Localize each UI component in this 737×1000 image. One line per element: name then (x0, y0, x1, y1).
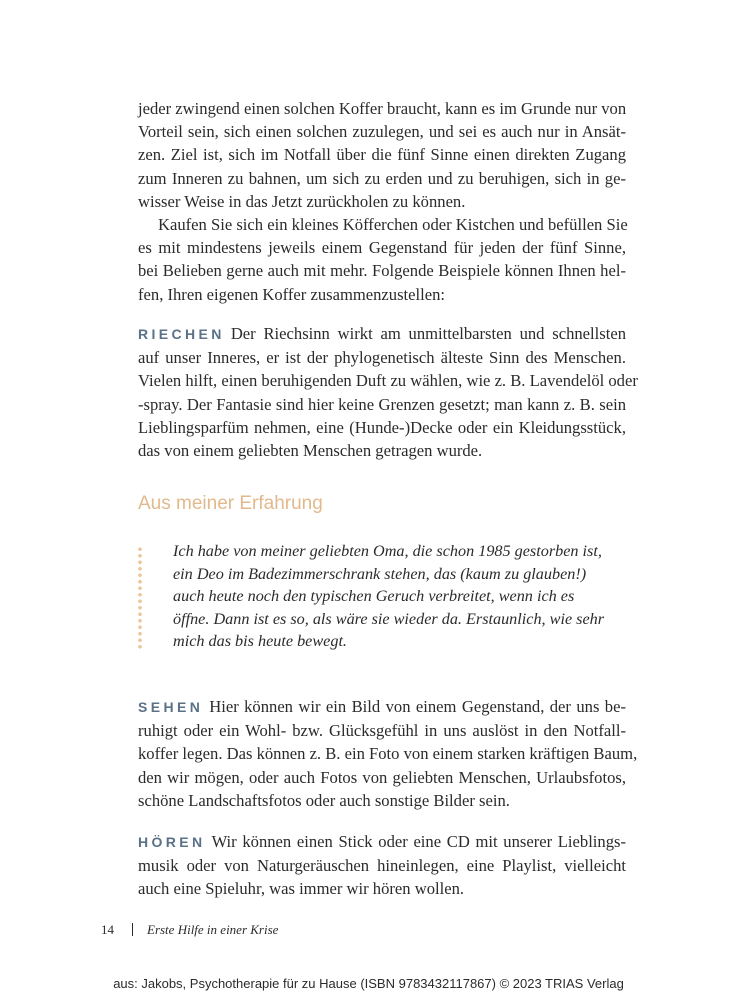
keyword-hoeren: HÖREN (138, 834, 206, 850)
dotted-rule (138, 546, 142, 650)
text-line: auch eine Spieluhr, was immer wir hören wollen. (138, 879, 465, 899)
text-line: musik oder von Naturgeräuschen hineinlegen, eine Playlist, vielleicht (138, 856, 626, 876)
keyword-riechen: RIECHEN (138, 326, 225, 342)
section-hoeren (138, 830, 626, 901)
text-line-rest: Wir können einen Stick oder eine CD mit unserer Lieblings- (211, 832, 626, 851)
text-line: wisser Weise in das Jetzt zurückholen zu können. (138, 191, 466, 211)
text-line: -spray. Der Fantasie sind hier keine Grenzen gesetzt; man kann z. B. sein (138, 394, 626, 414)
text-line: zen. Ziel ist, sich im Notfall über die fünf Sinne einen direkten Zugang (138, 145, 626, 165)
text-line: Vorteil sein, sich einen solchen zuzulegen, und sei es auch nur in Ansät- (138, 122, 626, 142)
text-line: fen, Ihren eigenen Koffer zusammenzustellen: (138, 284, 446, 304)
text-line: zum Inneren zu bahnen, um sich zu erden und zu beruhigen, sich in ge- (138, 168, 626, 188)
text-line: bei Belieben gerne auch mit mehr. Folgende Beispiele können Ihnen hel- (138, 261, 626, 281)
text-line: ein Deo im Badezimmerschrank stehen, das (kaum zu glauben!) (173, 564, 587, 583)
text-line: Vielen hilft, einen beruhigenden Duft zu wählen, wie z. B. Lavendelöl oder (138, 371, 638, 391)
paragraph-intro-continuation (138, 97, 626, 213)
text-line: Lieblingsparfüm nehmen, eine (Hunde-)Decke oder ein Kleidungsstück, (138, 417, 626, 437)
chapter-title: Erste Hilfe in einer Krise (147, 922, 279, 937)
text-line: es mit mindestens jeweils einem Gegenstand für jeden der fünf Sinne, (138, 238, 626, 258)
text-line: ruhigt oder ein Wohl- bzw. Glücksgefühl in uns auslöst in den Notfall- (138, 721, 626, 741)
text-line: koffer legen. Das können z. B. ein Foto von einem starken kräftigen Baum, (138, 744, 638, 764)
text-line: den wir mögen, oder auch Fotos von geliebten Menschen, Urlaubsfotos, (138, 767, 626, 787)
experience-box (138, 540, 626, 653)
source-credit: aus: Jakobs, Psychotherapie für zu Hause (ISBN 9783432117867) © 2023 TRIAS Verlag (113, 976, 624, 991)
section-riechen (138, 322, 638, 462)
text-line: jeder zwingend einen solchen Koffer braucht, kann es im Grunde nur von (138, 99, 627, 118)
text-line: mich das bis heute bewegt. (173, 632, 347, 651)
text-line (138, 695, 626, 719)
experience-quote (138, 540, 626, 653)
paragraph-instructions (138, 213, 626, 306)
section-sehen (138, 695, 638, 812)
text-line-rest: Hier können wir ein Bild von einem Gegenstand, der uns be- (209, 697, 626, 716)
text-line (138, 830, 626, 854)
text-line: öffne. Dann ist es so, als wäre sie wieder da. Erstaunlich, wie sehr (173, 609, 605, 628)
page-number: 14 (101, 922, 114, 937)
text-line (138, 322, 626, 346)
page-footer (101, 922, 278, 938)
text-line: Ich habe von meiner geliebten Oma, die schon 1985 gestorben ist, (173, 542, 602, 560)
text-line: das von einem geliebten Menschen getragen wurde. (138, 441, 483, 461)
text-line: Kaufen Sie sich ein kleines Köfferchen oder Kistchen und befüllen Sie (158, 215, 628, 234)
text-line: auf unser Inneres, er ist der phylogenetisch älteste Sinn des Menschen. (138, 348, 626, 368)
keyword-sehen: SEHEN (138, 699, 204, 715)
experience-heading: Aus meiner Erfahrung (138, 493, 323, 514)
text-line: schöne Landschaftsfotos oder auch sonstige Bilder sein. (138, 790, 510, 810)
footer-divider (132, 923, 133, 936)
text-line-rest: Der Riechsinn wirkt am unmittelbarsten und schnellsten (230, 324, 626, 343)
text-line: auch heute noch den typischen Geruch verbreitet, wenn ich es (173, 587, 575, 606)
